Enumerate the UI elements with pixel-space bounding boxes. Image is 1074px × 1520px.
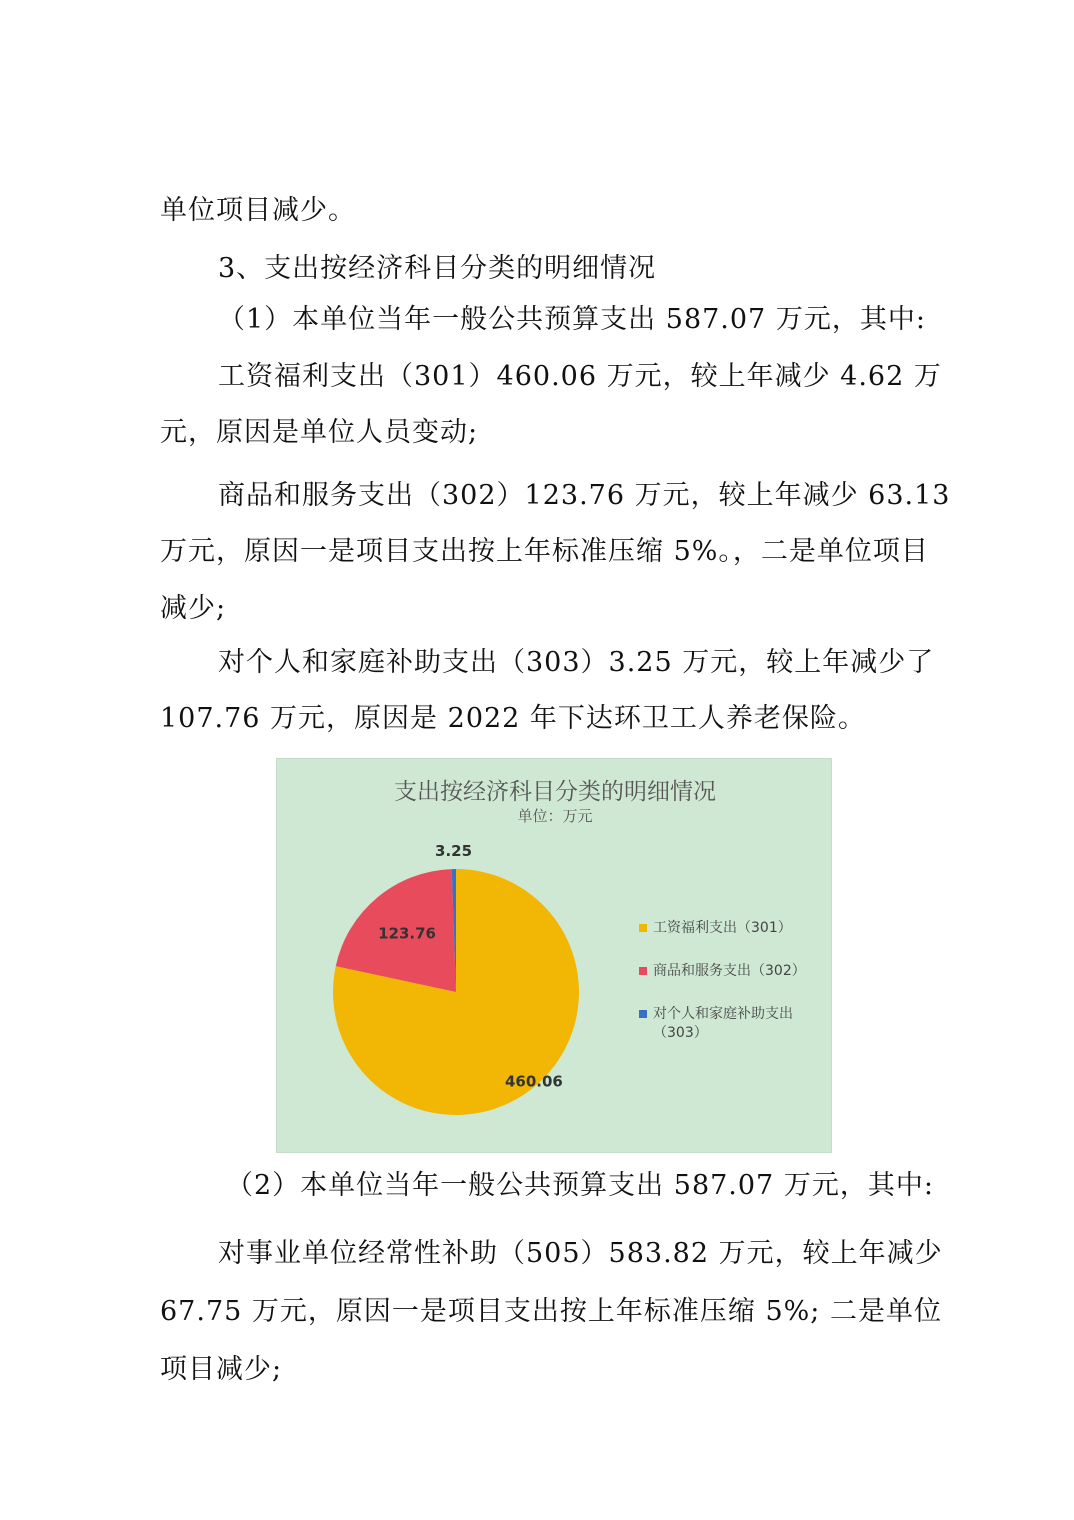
legend-label: 工资福利支出（301） — [653, 920, 792, 936]
paragraph-line: （2）本单位当年一般公共预算支出 587.07 万元，其中: — [226, 1170, 934, 1201]
paragraph-line: （1）本单位当年一般公共预算支出 587.07 万元，其中: — [218, 304, 926, 335]
legend-item — [639, 962, 829, 981]
chart-subtitle: 单位：万元 — [517, 807, 593, 825]
paragraph-line: 单位项目减少。 — [160, 195, 356, 226]
data-label: 460.06 — [504, 1072, 563, 1091]
paragraph-line: 元，原因是单位人员变动; — [160, 417, 479, 448]
paragraph-line: 对事业单位经常性补助（505）583.82 万元，较上年减少 — [218, 1238, 943, 1269]
pie-chart — [276, 758, 832, 1153]
paragraph-line: 107.76 万元，原因是 2022 年下达环卫工人养老保险。 — [160, 703, 866, 734]
data-label: 3.25 — [435, 842, 473, 861]
legend-swatch-301 — [639, 924, 647, 932]
paragraph-line: 工资福利支出（301）460.06 万元，较上年减少 4.62 万 — [218, 361, 942, 392]
legend-label: 商品和服务支出（302） — [653, 963, 806, 979]
legend-swatch-303 — [639, 1010, 647, 1018]
data-label: 123.76 — [378, 924, 436, 943]
paragraph-line: 项目减少; — [160, 1354, 283, 1385]
section-heading: 3、支出按经济科目分类的明细情况 — [218, 253, 657, 284]
paragraph-line: 对个人和家庭补助支出（303）3.25 万元，较上年减少了 — [218, 647, 935, 678]
paragraph-line: 减少; — [160, 593, 227, 624]
legend-item — [639, 1005, 829, 1043]
paragraph-line: 商品和服务支出（302）123.76 万元，较上年减少 63.13 — [218, 480, 951, 511]
legend-item — [639, 919, 829, 938]
paragraph-line: 67.75 万元，原因一是项目支出按上年标准压缩 5%; 二是单位 — [160, 1296, 942, 1327]
chart-title: 支出按经济科目分类的明细情况 — [394, 779, 716, 805]
chart-legend — [639, 919, 829, 1067]
paragraph-line: 万元，原因一是项目支出按上年标准压缩 5%。，二是单位项目 — [160, 536, 929, 567]
legend-swatch-302 — [639, 967, 647, 975]
legend-label: 对个人和家庭补助支出（303） — [653, 1006, 793, 1041]
